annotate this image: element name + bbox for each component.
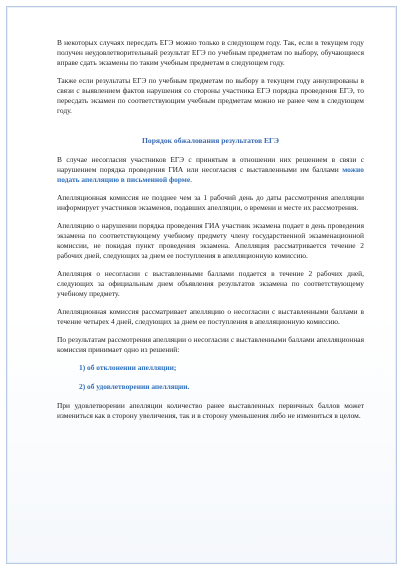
- appeal-intro-text: В случае несогласия участников ЕГЭ с принятым в отношении них решением в связи с нарушением порядка проведения ГИА или несогласия с выставленными им баллами: [57, 155, 364, 174]
- paragraph-annulled-results: Также если результаты ЕГЭ по учебным предметам по выбору в текущем году аннулированы в связи с выявлением фактов нарушения со стороны участника ЕГЭ порядка проведения ЕГЭ, то пересдать экзамен по соответствующим учебным предметам можно не ранее чем в следующем году.: [57, 76, 364, 115]
- paragraph-appeal-procedure-violation: Апелляцию о нарушении порядка проведения ГИА участник экзамена подает в день проведения экзамена по соответствующему учебному предмету члену государственной экзаменационной комиссии, не покидая пункт проведения экзамена. Апелляция рассматривается течение 2 рабочих дней, следующих за днем ее поступления в апелляционную комиссию.: [57, 221, 364, 260]
- paragraph-appeal-commission-notice: Апелляционная комиссия не позднее чем за 1 рабочий день до даты рассмотрения апелляции информирует участников экзаменов, подавших апелляции, о времени и месте их рассмотрения.: [57, 193, 364, 212]
- paragraph-retake-next-year: В некоторых случаях пересдать ЕГЭ можно только в следующем году. Так, если в текущем году получен неудовлетворительный результат ЕГЭ по учебным предметам по выбору, обучающиеся вправе сдать экзамены по таким учебным предметам в следующем году.: [57, 38, 364, 67]
- paragraph-final: При удовлетворении апелляции количество ранее выставленных первичных баллов может измениться как в сторону увеличения, так и в сторону уменьшения либо не измениться в целом.: [57, 401, 364, 420]
- document-body: [57, 38, 364, 429]
- paragraph-appeal-decisions: По результатам рассмотрения апелляции о несогласии с выставленными баллами апелляционная комиссия принимает одно из решений:: [57, 335, 364, 354]
- section-heading-appeal: Порядок обжалования результатов ЕГЭ: [141, 136, 280, 145]
- option-reject: 1) об отклонении апелляции;: [79, 363, 177, 372]
- paragraph-appeal-intro: [57, 155, 364, 185]
- appeal-intro-emphasis: можно подать апелляцию в письменной форме: [57, 165, 364, 184]
- paragraph-appeal-score-disagreement: Апелляция о несогласии с выставленными баллами подается в течение 2 рабочих дней, следующих за официальным днем объявления результатов экзамена по соответствующему учебному предмету.: [57, 269, 364, 298]
- option-accept: 2) об удовлетворении апелляции.: [79, 382, 190, 391]
- paragraph-appeal-review-term: Апелляционная комиссия рассматривает апелляцию о несогласии с выставленными баллами в течение четырех 4 дней, следующих за днем ее поступления в апелляционную комиссию.: [57, 307, 364, 326]
- appeal-intro-end: .: [190, 175, 192, 184]
